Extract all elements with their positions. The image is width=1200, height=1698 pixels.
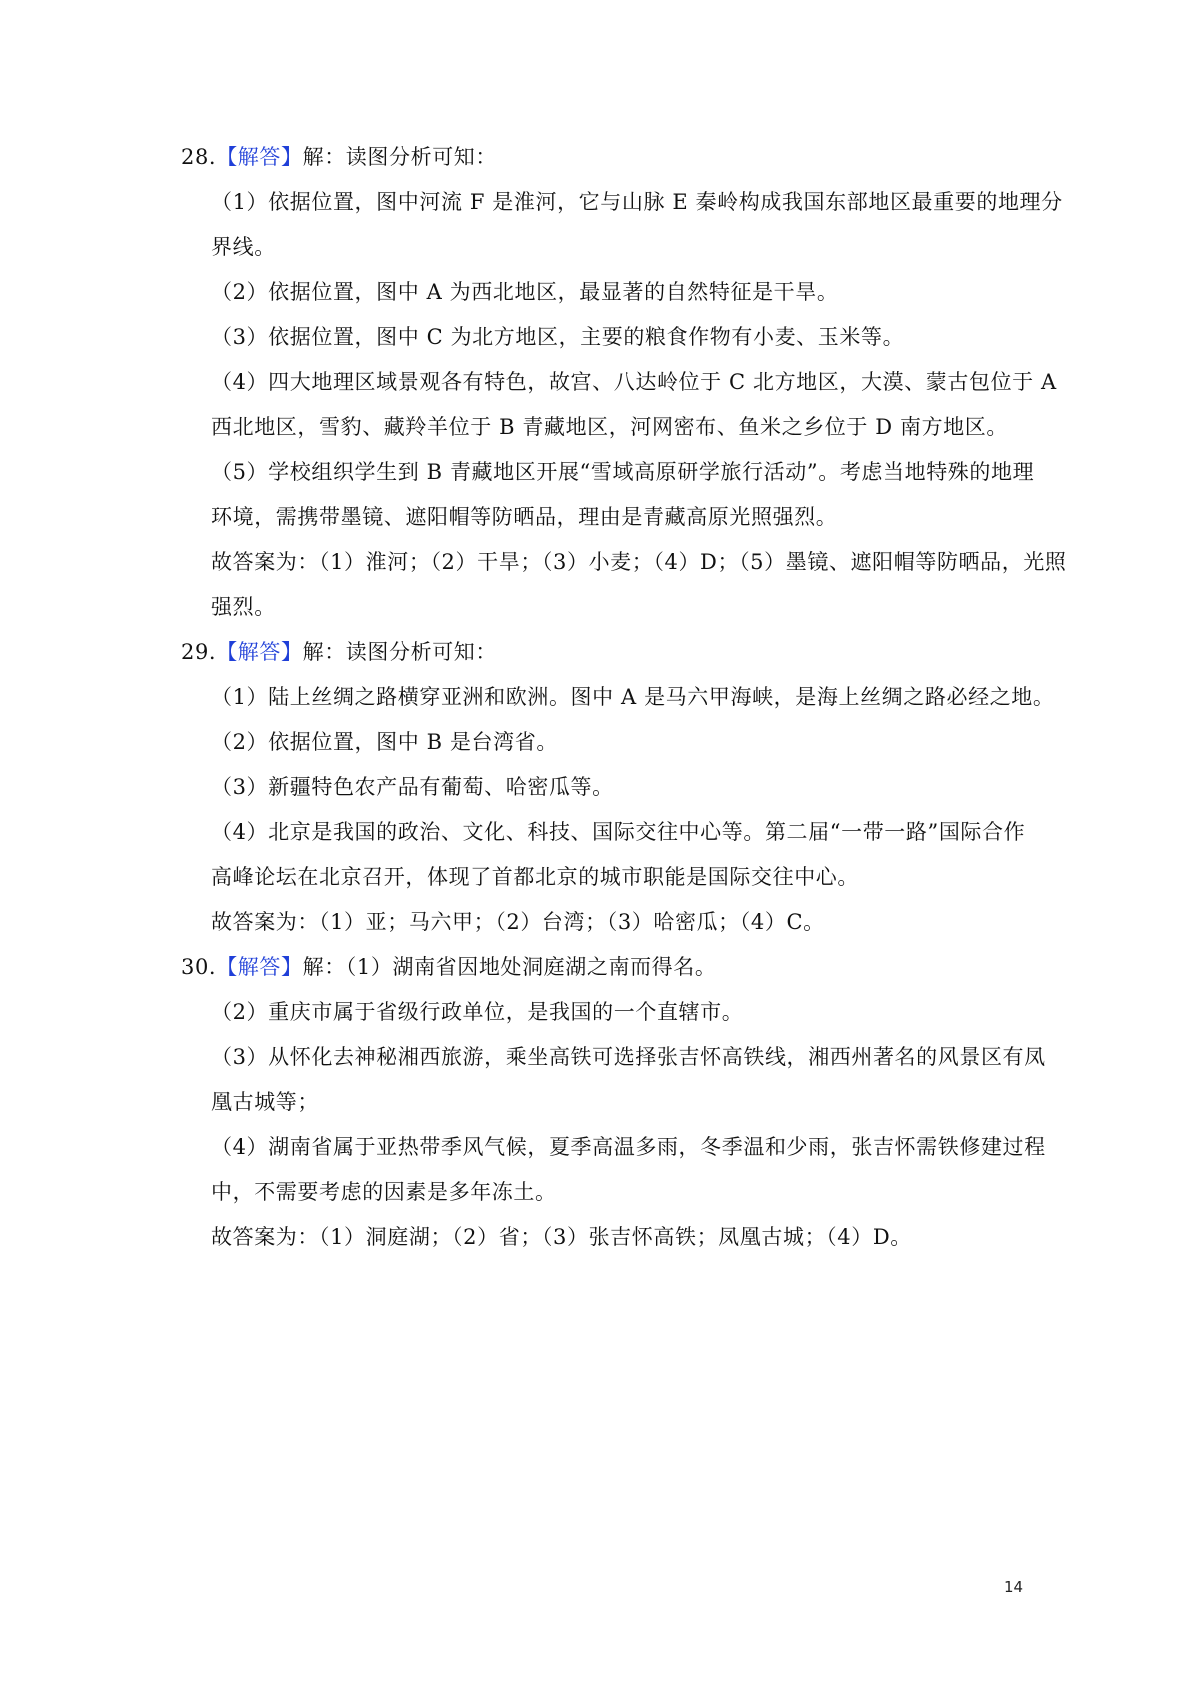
q29-intro: 解：读图分析可知：	[302, 640, 498, 664]
q30-answer: 故答案为：（1）洞庭湖；（2）省；（3）张吉怀高铁；凤凰古城；（4）D。	[211, 1225, 912, 1249]
q30-paragraph-2: （2）重庆市属于省级行政单位，是我国的一个直辖市。	[211, 1000, 744, 1024]
q28-paragraph-4: （4）四大地理区域景观各有特色，故宫、八达岭位于 C 北方地区，大漠、蒙古包位于 A	[211, 370, 1057, 394]
q29-answer: 故答案为：（1）亚；马六甲；（2）台湾；（3）哈密瓜；（4）C。	[211, 910, 825, 934]
q30-answer-tag: 【解答】	[216, 955, 303, 979]
q30-paragraph-3: （3）从怀化去神秘湘西旅游，乘坐高铁可选择张吉怀高铁线，湘西州著名的风景区有凤	[211, 1045, 1046, 1069]
q28-paragraph-1: （1）依据位置，图中河流 F 是淮河，它与山脉 E 秦岭构成我国东部地区最重要的地理分	[211, 190, 1063, 214]
q28-intro: 解：读图分析可知：	[302, 145, 498, 169]
q29-number: 29.	[181, 640, 217, 664]
q30-heading	[181, 952, 716, 982]
q30-intro: 解：（1）湖南省因地处洞庭湖之南而得名。	[302, 955, 717, 979]
q28-paragraph-3: （3）依据位置，图中 C 为北方地区，主要的粮食作物有小麦、玉米等。	[211, 325, 905, 349]
q28-paragraph-2: （2）依据位置，图中 A 为西北地区，最显著的自然特征是干旱。	[211, 280, 839, 304]
q29-paragraph-4: （4）北京是我国的政治、文化、科技、国际交往中心等。第二届“一带一路”国际合作	[211, 820, 1026, 844]
page-number: 14	[1004, 1578, 1024, 1596]
q29-paragraph-2: （2）依据位置，图中 B 是台湾省。	[211, 730, 558, 754]
q29-paragraph-3: （3）新疆特色农产品有葡萄、哈密瓜等。	[211, 775, 614, 799]
q28-paragraph-4-cont: 西北地区，雪豹、藏羚羊位于 B 青藏地区，河网密布、鱼米之乡位于 D 南方地区。	[211, 415, 1008, 439]
q29-heading	[181, 637, 497, 667]
q28-answer-tag: 【解答】	[216, 145, 303, 169]
q30-paragraph-4: （4）湖南省属于亚热带季风气候，夏季高温多雨，冬季温和少雨，张吉怀需铁修建过程	[211, 1135, 1046, 1159]
q29-answer-tag: 【解答】	[216, 640, 303, 664]
q28-paragraph-1-cont: 界线。	[211, 235, 276, 259]
q28-heading	[181, 142, 497, 172]
q28-answer-cont: 强烈。	[211, 595, 276, 619]
q28-paragraph-5-cont: 环境，需携带墨镜、遮阳帽等防晒品，理由是青藏高原光照强烈。	[211, 505, 838, 529]
q30-paragraph-4-cont: 中，不需要考虑的因素是多年冻土。	[211, 1180, 557, 1204]
q28-answer: 故答案为：（1）淮河；（2）干旱；（3）小麦；（4）D；（5）墨镜、遮阳帽等防晒品，光照	[211, 550, 1067, 574]
q29-paragraph-1: （1）陆上丝绸之路横穿亚洲和欧洲。图中 A 是马六甲海峡，是海上丝绸之路必经之地。	[211, 685, 1055, 709]
q28-paragraph-5: （5）学校组织学生到 B 青藏地区开展“雪域高原研学旅行活动”。考虑当地特殊的地理	[211, 460, 1035, 484]
q28-number: 28.	[181, 145, 217, 169]
q29-paragraph-4-cont: 高峰论坛在北京召开，体现了首都北京的城市职能是国际交往中心。	[211, 865, 859, 889]
q30-paragraph-3-cont: 凰古城等；	[211, 1090, 319, 1114]
q30-number: 30.	[181, 955, 217, 979]
